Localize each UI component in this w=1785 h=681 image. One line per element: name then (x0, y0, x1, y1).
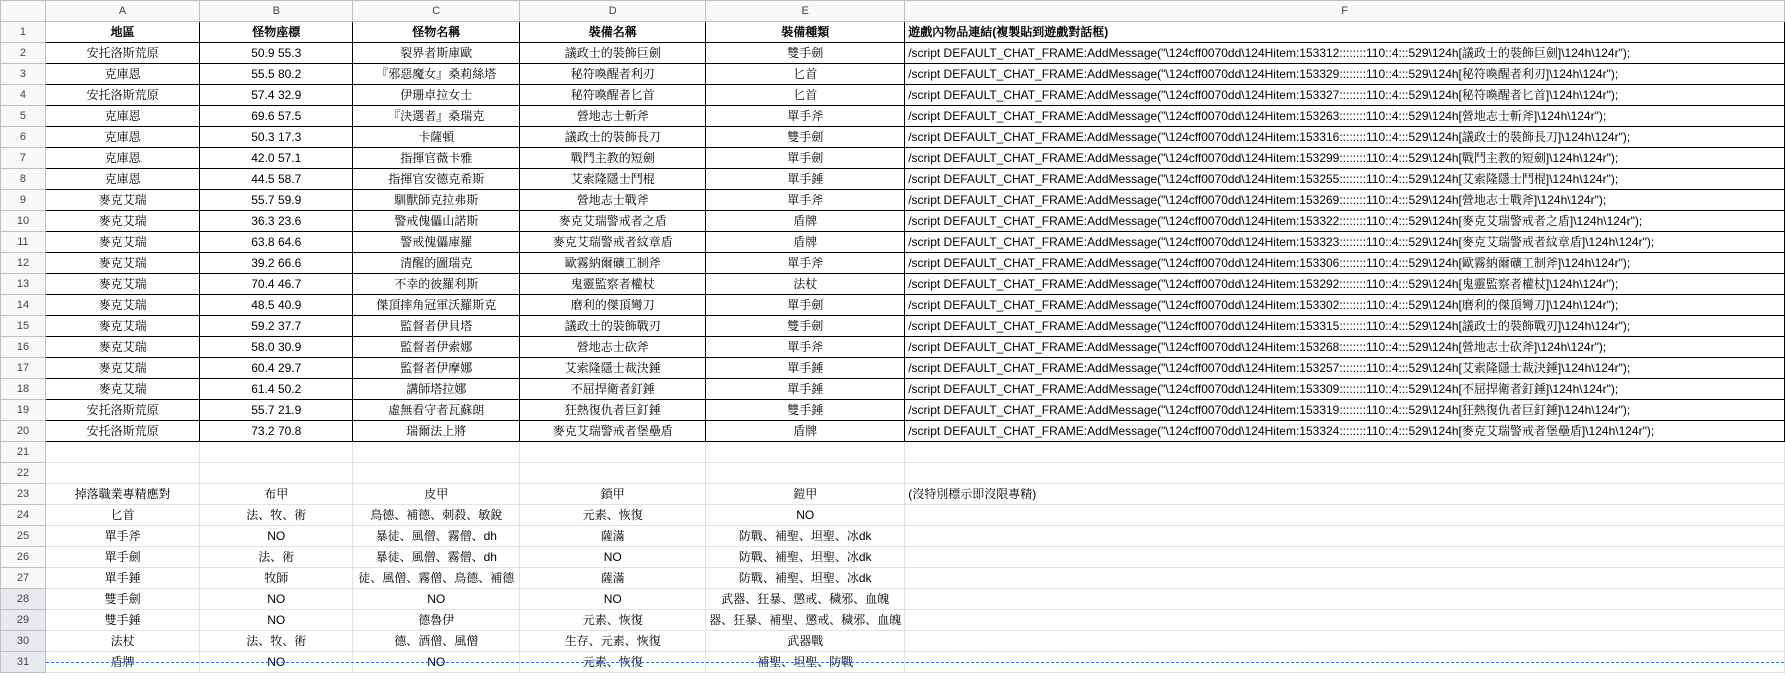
cell-a19[interactable]: 安托洛斯荒原 (45, 400, 199, 421)
cell-f9[interactable]: /script DEFAULT_CHAT_FRAME:AddMessage("\124cff0070dd\124Hitem:153269::::::::110::4:::529\124h[營地志士戰斧]\124h\124r"); (905, 190, 1785, 211)
cell-f4[interactable]: /script DEFAULT_CHAT_FRAME:AddMessage("\124cff0070dd\124Hitem:153327::::::::110::4:::529\124h[秘符喚醒者匕首]\124h\124r"); (905, 85, 1785, 106)
cell-e3[interactable]: 匕首 (706, 64, 905, 85)
cell-d1[interactable]: 裝備名稱 (520, 22, 706, 43)
cell-a6[interactable]: 克庫恩 (45, 127, 199, 148)
table-row (1, 190, 1785, 211)
column-header-b[interactable]: B (200, 1, 353, 22)
cell-f30[interactable] (905, 631, 1785, 652)
cell-b24[interactable]: 法、牧、術 (200, 505, 353, 526)
cell-d9[interactable]: 營地志士戰斧 (520, 190, 706, 211)
cell-d6[interactable]: 議政士的裝飾長刀 (520, 127, 706, 148)
cell-e23[interactable]: 鎧甲 (706, 484, 905, 505)
cell-c9[interactable]: 馴獸師克拉弗斯 (353, 190, 520, 211)
cell-a15[interactable]: 麥克艾瑞 (45, 316, 199, 337)
cell-e19[interactable]: 雙手錘 (706, 400, 905, 421)
cell-d13[interactable]: 鬼靈監察者權杖 (520, 274, 706, 295)
column-header-a[interactable]: A (45, 1, 199, 22)
cell-e18[interactable]: 單手錘 (706, 379, 905, 400)
cell-c30[interactable]: 德、酒僧、風僧 (353, 631, 520, 652)
cell-d26[interactable]: NO (520, 547, 706, 568)
cell-c26[interactable]: 暴徒、風僧、霧僧、dh (353, 547, 520, 568)
cell-b19[interactable]: 55.7 21.9 (200, 400, 353, 421)
table-row (1, 547, 1785, 568)
row-header[interactable]: 11 (1, 232, 46, 253)
row-header[interactable]: 23 (1, 484, 46, 505)
table-row (1, 358, 1785, 379)
cell-f22[interactable] (905, 463, 1785, 484)
cell-c12[interactable]: 清醒的圖瑞克 (353, 253, 520, 274)
cell-c21[interactable] (353, 442, 520, 463)
cell-b13[interactable]: 70.4 46.7 (200, 274, 353, 295)
cell-b4[interactable]: 57.4 32.9 (200, 85, 353, 106)
cell-e6[interactable]: 雙手劍 (706, 127, 905, 148)
cell-f21[interactable] (905, 442, 1785, 463)
cell-e24[interactable]: NO (706, 505, 905, 526)
cell-f18[interactable]: /script DEFAULT_CHAT_FRAME:AddMessage("\124cff0070dd\124Hitem:153309::::::::110::4:::529\124h[不屈捍衛者釘錘]\124h\124r"); (905, 379, 1785, 400)
row-header[interactable]: 20 (1, 421, 46, 442)
row-header[interactable]: 1 (1, 22, 46, 43)
cell-d14[interactable]: 磨利的傑頂彎刀 (520, 295, 706, 316)
row-header[interactable]: 12 (1, 253, 46, 274)
cell-b14[interactable]: 48.5 40.9 (200, 295, 353, 316)
cell-f3[interactable]: /script DEFAULT_CHAT_FRAME:AddMessage("\124cff0070dd\124Hitem:153329::::::::110::4:::529\124h[秘符喚醒者利刃]\124h\124r"); (905, 64, 1785, 85)
cell-b18[interactable]: 61.4 50.2 (200, 379, 353, 400)
cell-a22[interactable] (45, 463, 199, 484)
table-row (1, 610, 1785, 631)
cell-e14[interactable]: 單手劍 (706, 295, 905, 316)
cell-f19[interactable]: /script DEFAULT_CHAT_FRAME:AddMessage("\124cff0070dd\124Hitem:153319::::::::110::4:::529\124h[狂熱復仇者巨釘錘]\124h\124r"); (905, 400, 1785, 421)
cell-a8[interactable]: 克庫恩 (45, 169, 199, 190)
table-row (1, 85, 1785, 106)
table-row (1, 295, 1785, 316)
cell-e7[interactable]: 單手劍 (706, 148, 905, 169)
cell-c27[interactable]: 徒、風僧、霧僧、鳥德、補德 (353, 568, 520, 589)
cell-c1[interactable]: 怪物名稱 (353, 22, 520, 43)
cell-b9[interactable]: 55.7 59.9 (200, 190, 353, 211)
cell-a2[interactable]: 安托洛斯荒原 (45, 43, 199, 64)
cell-a5[interactable]: 克庫恩 (45, 106, 199, 127)
cell-d28[interactable]: NO (520, 589, 706, 610)
table-row (1, 127, 1785, 148)
cell-d5[interactable]: 營地志士斬斧 (520, 106, 706, 127)
cell-f11[interactable]: /script DEFAULT_CHAT_FRAME:AddMessage("\124cff0070dd\124Hitem:153323::::::::110::4:::529\124h[麥克艾瑞警戒者紋章盾]\124h\124r"); (905, 232, 1785, 253)
row-header[interactable]: 19 (1, 400, 46, 421)
cell-b22[interactable] (200, 463, 353, 484)
table-row (1, 22, 1785, 43)
cell-f24[interactable] (905, 505, 1785, 526)
cell-b7[interactable]: 42.0 57.1 (200, 148, 353, 169)
cell-c8[interactable]: 指揮官安德克希斯 (353, 169, 520, 190)
cell-d4[interactable]: 秘符喚醒者匕首 (520, 85, 706, 106)
cell-e30[interactable]: 武器戰 (706, 631, 905, 652)
table-row (1, 421, 1785, 442)
cell-b12[interactable]: 39.2 66.6 (200, 253, 353, 274)
cell-b20[interactable]: 73.2 70.8 (200, 421, 353, 442)
table-row (1, 400, 1785, 421)
cell-a16[interactable]: 麥克艾瑞 (45, 337, 199, 358)
table-row (1, 337, 1785, 358)
cell-a24[interactable]: 匕首 (45, 505, 199, 526)
cell-e5[interactable]: 單手斧 (706, 106, 905, 127)
column-header-d[interactable]: D (520, 1, 706, 22)
cell-d22[interactable] (520, 463, 706, 484)
table-row (1, 589, 1785, 610)
table-row (1, 106, 1785, 127)
cell-a31[interactable]: 盾牌 (45, 652, 199, 673)
cell-d11[interactable]: 麥克艾瑞警戒者紋章盾 (520, 232, 706, 253)
row-header[interactable]: 28 (1, 589, 46, 610)
cell-e29[interactable]: 器、狂暴、補聖、懲戒、穢邪、血魄 (706, 610, 905, 631)
cell-f8[interactable]: /script DEFAULT_CHAT_FRAME:AddMessage("\124cff0070dd\124Hitem:153255::::::::110::4:::529\124h[艾索隆隱士鬥棍]\124h\124r"); (905, 169, 1785, 190)
cell-f6[interactable]: /script DEFAULT_CHAT_FRAME:AddMessage("\124cff0070dd\124Hitem:153316::::::::110::4:::529\124h[議政士的裝飾長刀]\124h\124r"); (905, 127, 1785, 148)
cell-e26[interactable]: 防戰、補聖、坦聖、冰dk (706, 547, 905, 568)
cell-f10[interactable]: /script DEFAULT_CHAT_FRAME:AddMessage("\124cff0070dd\124Hitem:153322::::::::110::4:::529\124h[麥克艾瑞警戒者之盾]\124h\124r"); (905, 211, 1785, 232)
cell-d29[interactable]: 元素、恢復 (520, 610, 706, 631)
cell-e28[interactable]: 武器、狂暴、懲戒、穢邪、血魄 (706, 589, 905, 610)
cell-f1[interactable]: 遊戲內物品連結(複製貼到遊戲對話框) (905, 22, 1785, 43)
cell-e20[interactable]: 盾牌 (706, 421, 905, 442)
cell-f27[interactable] (905, 568, 1785, 589)
cell-b15[interactable]: 59.2 37.7 (200, 316, 353, 337)
cell-d2[interactable]: 議政士的裝飾巨劍 (520, 43, 706, 64)
cell-f26[interactable] (905, 547, 1785, 568)
cell-c19[interactable]: 虛無看守者瓦蘇朗 (353, 400, 520, 421)
cell-e9[interactable]: 單手斧 (706, 190, 905, 211)
cell-e1[interactable]: 裝備種類 (706, 22, 905, 43)
cell-b3[interactable]: 55.5 80.2 (200, 64, 353, 85)
table-row (1, 568, 1785, 589)
table-row (1, 526, 1785, 547)
cell-c28[interactable]: NO (353, 589, 520, 610)
cell-f15[interactable]: /script DEFAULT_CHAT_FRAME:AddMessage("\124cff0070dd\124Hitem:153315::::::::110::4:::529\124h[議政士的裝飾戰刃]\124h\124r"); (905, 316, 1785, 337)
table-row (1, 379, 1785, 400)
table-row (1, 463, 1785, 484)
table-row (1, 43, 1785, 64)
selection-outline (46, 662, 1784, 663)
row-header[interactable]: 3 (1, 64, 46, 85)
cell-c10[interactable]: 警戒傀儡山諾斯 (353, 211, 520, 232)
row-header[interactable]: 18 (1, 379, 46, 400)
table-row (1, 631, 1785, 652)
cell-e15[interactable]: 雙手劍 (706, 316, 905, 337)
cell-e27[interactable]: 防戰、補聖、坦聖、冰dk (706, 568, 905, 589)
row-header[interactable]: 17 (1, 358, 46, 379)
cell-c11[interactable]: 警戒傀儡庫羅 (353, 232, 520, 253)
cell-a3[interactable]: 克庫恩 (45, 64, 199, 85)
cell-a10[interactable]: 麥克艾瑞 (45, 211, 199, 232)
cell-d15[interactable]: 議政士的裝飾戰刃 (520, 316, 706, 337)
cell-c17[interactable]: 監督者伊摩娜 (353, 358, 520, 379)
cell-f12[interactable]: /script DEFAULT_CHAT_FRAME:AddMessage("\124cff0070dd\124Hitem:153306::::::::110::4:::529\124h[歐霧納爾礦工制斧]\124h\124r"); (905, 253, 1785, 274)
cell-e31[interactable]: 補聖、坦聖、防戰 (706, 652, 905, 673)
row-header[interactable]: 4 (1, 85, 46, 106)
cell-e10[interactable]: 盾牌 (706, 211, 905, 232)
cell-b2[interactable]: 50.9 55.3 (200, 43, 353, 64)
table-row (1, 274, 1785, 295)
cell-d18[interactable]: 不屈捍衛者釘錘 (520, 379, 706, 400)
cell-d8[interactable]: 艾索隆隱士鬥棍 (520, 169, 706, 190)
cell-e25[interactable]: 防戰、補聖、坦聖、冰dk (706, 526, 905, 547)
cell-e17[interactable]: 單手錘 (706, 358, 905, 379)
cell-f5[interactable]: /script DEFAULT_CHAT_FRAME:AddMessage("\124cff0070dd\124Hitem:153263::::::::110::4:::529\124h[營地志士斬斧]\124h\124r"); (905, 106, 1785, 127)
table-row (1, 505, 1785, 526)
row-header[interactable]: 5 (1, 106, 46, 127)
table-row (1, 316, 1785, 337)
row-header[interactable]: 10 (1, 211, 46, 232)
cell-f2[interactable]: /script DEFAULT_CHAT_FRAME:AddMessage("\124cff0070dd\124Hitem:153312::::::::110::4:::529\124h[議政士的裝飾巨劍]\124h\124r"); (905, 43, 1785, 64)
cell-b6[interactable]: 50.3 17.3 (200, 127, 353, 148)
cell-d3[interactable]: 秘符喚醒者利刃 (520, 64, 706, 85)
cell-d20[interactable]: 麥克艾瑞警戒者堡壘盾 (520, 421, 706, 442)
cell-a20[interactable]: 安托洛斯荒原 (45, 421, 199, 442)
cell-c31[interactable]: NO (353, 652, 520, 673)
cell-c29[interactable]: 德魯伊 (353, 610, 520, 631)
row-header[interactable]: 8 (1, 169, 46, 190)
cell-c5[interactable]: 『決選者』桑瑞克 (353, 106, 520, 127)
cell-a21[interactable] (45, 442, 199, 463)
cell-f29[interactable] (905, 610, 1785, 631)
cell-e22[interactable] (706, 463, 905, 484)
row-header[interactable]: 15 (1, 316, 46, 337)
cell-b11[interactable]: 63.8 64.6 (200, 232, 353, 253)
cell-b8[interactable]: 44.5 58.7 (200, 169, 353, 190)
row-header[interactable]: 21 (1, 442, 46, 463)
row-header[interactable]: 7 (1, 148, 46, 169)
table-row (1, 211, 1785, 232)
cell-f13[interactable]: /script DEFAULT_CHAT_FRAME:AddMessage("\124cff0070dd\124Hitem:153292::::::::110::4:::529\124h[鬼靈監察者權杖]\124h\124r"); (905, 274, 1785, 295)
cell-d19[interactable]: 狂熱復仇者巨釘錘 (520, 400, 706, 421)
cell-e13[interactable]: 法杖 (706, 274, 905, 295)
cell-b25[interactable]: NO (200, 526, 353, 547)
cell-d24[interactable]: 元素、恢復 (520, 505, 706, 526)
table-row (1, 64, 1785, 85)
cell-a14[interactable]: 麥克艾瑞 (45, 295, 199, 316)
cell-f16[interactable]: /script DEFAULT_CHAT_FRAME:AddMessage("\124cff0070dd\124Hitem:153268::::::::110::4:::529\124h[營地志士砍斧]\124h\124r"); (905, 337, 1785, 358)
row-header[interactable]: 14 (1, 295, 46, 316)
column-header-e[interactable]: E (706, 1, 905, 22)
cell-d21[interactable] (520, 442, 706, 463)
cell-c13[interactable]: 不幸的彼羅利斯 (353, 274, 520, 295)
cell-a23[interactable]: 掉落職業專精應對 (45, 484, 199, 505)
cell-a12[interactable]: 麥克艾瑞 (45, 253, 199, 274)
table-row (1, 484, 1785, 505)
row-header[interactable]: 25 (1, 526, 46, 547)
cell-c16[interactable]: 監督者伊索娜 (353, 337, 520, 358)
cell-c20[interactable]: 瑞爾法上將 (353, 421, 520, 442)
cell-a27[interactable]: 單手錘 (45, 568, 199, 589)
cell-e11[interactable]: 盾牌 (706, 232, 905, 253)
cell-d7[interactable]: 戰鬥主教的短劍 (520, 148, 706, 169)
cell-c14[interactable]: 傑頂摔角冠軍沃羅斯克 (353, 295, 520, 316)
cell-e4[interactable]: 匕首 (706, 85, 905, 106)
cell-c15[interactable]: 監督者伊貝塔 (353, 316, 520, 337)
column-header-f[interactable]: F (905, 1, 1785, 22)
cell-c3[interactable]: 『邪惡魔女』桑莉絲塔 (353, 64, 520, 85)
cell-e21[interactable] (706, 442, 905, 463)
row-header[interactable]: 2 (1, 43, 46, 64)
cell-b31[interactable]: NO (200, 652, 353, 673)
cell-a18[interactable]: 麥克艾瑞 (45, 379, 199, 400)
cell-b10[interactable]: 36.3 23.6 (200, 211, 353, 232)
table-row (1, 169, 1785, 190)
cell-c22[interactable] (353, 463, 520, 484)
cell-b23[interactable]: 布甲 (200, 484, 353, 505)
cell-d17[interactable]: 艾索隆隱士裁決錘 (520, 358, 706, 379)
row-header[interactable]: 24 (1, 505, 46, 526)
row-header[interactable]: 16 (1, 337, 46, 358)
column-header-c[interactable]: C (353, 1, 520, 22)
cell-d10[interactable]: 麥克艾瑞警戒者之盾 (520, 211, 706, 232)
cell-b1[interactable]: 怪物座標 (200, 22, 353, 43)
row-header[interactable]: 30 (1, 631, 46, 652)
cell-a26[interactable]: 單手劍 (45, 547, 199, 568)
cell-c4[interactable]: 伊珊卓拉女士 (353, 85, 520, 106)
cell-c6[interactable]: 卡薩頓 (353, 127, 520, 148)
cell-f23[interactable]: (沒特別標示即沒限專精) (905, 484, 1785, 505)
cell-b27[interactable]: 牧師 (200, 568, 353, 589)
row-header[interactable]: 6 (1, 127, 46, 148)
cell-f7[interactable]: /script DEFAULT_CHAT_FRAME:AddMessage("\124cff0070dd\124Hitem:153299::::::::110::4:::529\124h[戰鬥主教的短劍]\124h\124r"); (905, 148, 1785, 169)
cell-b21[interactable] (200, 442, 353, 463)
cell-d16[interactable]: 營地志士砍斧 (520, 337, 706, 358)
cell-b16[interactable]: 58.0 30.9 (200, 337, 353, 358)
table-row (1, 442, 1785, 463)
row-header[interactable]: 31 (1, 652, 46, 673)
row-header[interactable]: 27 (1, 568, 46, 589)
cell-c23[interactable]: 皮甲 (353, 484, 520, 505)
cell-c25[interactable]: 暴徒、風僧、霧僧、dh (353, 526, 520, 547)
cell-b30[interactable]: 法、牧、術 (200, 631, 353, 652)
cell-d30[interactable]: 生存、元素、恢復 (520, 631, 706, 652)
table-row (1, 253, 1785, 274)
cell-a9[interactable]: 麥克艾瑞 (45, 190, 199, 211)
cell-e8[interactable]: 單手錘 (706, 169, 905, 190)
cell-c24[interactable]: 鳥德、補德、刺殺、敏銳 (353, 505, 520, 526)
table-row (1, 148, 1785, 169)
cell-b29[interactable]: NO (200, 610, 353, 631)
cell-a28[interactable]: 雙手劍 (45, 589, 199, 610)
cell-c7[interactable]: 指揮官薇卡雅 (353, 148, 520, 169)
cell-c2[interactable]: 裂界者斯庫歐 (353, 43, 520, 64)
cell-d23[interactable]: 鎖甲 (520, 484, 706, 505)
row-header[interactable]: 26 (1, 547, 46, 568)
cell-a7[interactable]: 克庫恩 (45, 148, 199, 169)
cell-b28[interactable]: NO (200, 589, 353, 610)
cell-d25[interactable]: 薩滿 (520, 526, 706, 547)
cell-f28[interactable] (905, 589, 1785, 610)
cell-a29[interactable]: 雙手錘 (45, 610, 199, 631)
cell-b5[interactable]: 69.6 57.5 (200, 106, 353, 127)
cell-a11[interactable]: 麥克艾瑞 (45, 232, 199, 253)
cell-b26[interactable]: 法、術 (200, 547, 353, 568)
row-header[interactable]: 9 (1, 190, 46, 211)
row-header[interactable]: 29 (1, 610, 46, 631)
cell-a4[interactable]: 安托洛斯荒原 (45, 85, 199, 106)
cell-d31[interactable]: 元素、恢復 (520, 652, 706, 673)
cell-e12[interactable]: 單手斧 (706, 253, 905, 274)
cell-d12[interactable]: 歐霧納爾礦工制斧 (520, 253, 706, 274)
cell-c18[interactable]: 講師塔拉娜 (353, 379, 520, 400)
cell-a13[interactable]: 麥克艾瑞 (45, 274, 199, 295)
cell-a17[interactable]: 麥克艾瑞 (45, 358, 199, 379)
table-row (1, 232, 1785, 253)
cell-d27[interactable]: 薩滿 (520, 568, 706, 589)
row-header[interactable]: 22 (1, 463, 46, 484)
select-all-corner[interactable] (1, 1, 46, 22)
cell-f14[interactable]: /script DEFAULT_CHAT_FRAME:AddMessage("\124cff0070dd\124Hitem:153302::::::::110::4:::529\124h[磨利的傑頂彎刀]\124h\124r"); (905, 295, 1785, 316)
row-header[interactable]: 13 (1, 274, 46, 295)
cell-a1[interactable]: 地區 (45, 22, 199, 43)
cell-a30[interactable]: 法杖 (45, 631, 199, 652)
cell-f25[interactable] (905, 526, 1785, 547)
cell-e2[interactable]: 雙手劍 (706, 43, 905, 64)
cell-b17[interactable]: 60.4 29.7 (200, 358, 353, 379)
cell-f17[interactable]: /script DEFAULT_CHAT_FRAME:AddMessage("\124cff0070dd\124Hitem:153257::::::::110::4:::529\124h[艾索隆隱士裁決錘]\124h\124r"); (905, 358, 1785, 379)
cell-f20[interactable]: /script DEFAULT_CHAT_FRAME:AddMessage("\124cff0070dd\124Hitem:153324::::::::110::4:::529\124h[麥克艾瑞警戒者堡壘盾]\124h\124r"); (905, 421, 1785, 442)
cell-e16[interactable]: 單手斧 (706, 337, 905, 358)
cell-a25[interactable]: 單手斧 (45, 526, 199, 547)
